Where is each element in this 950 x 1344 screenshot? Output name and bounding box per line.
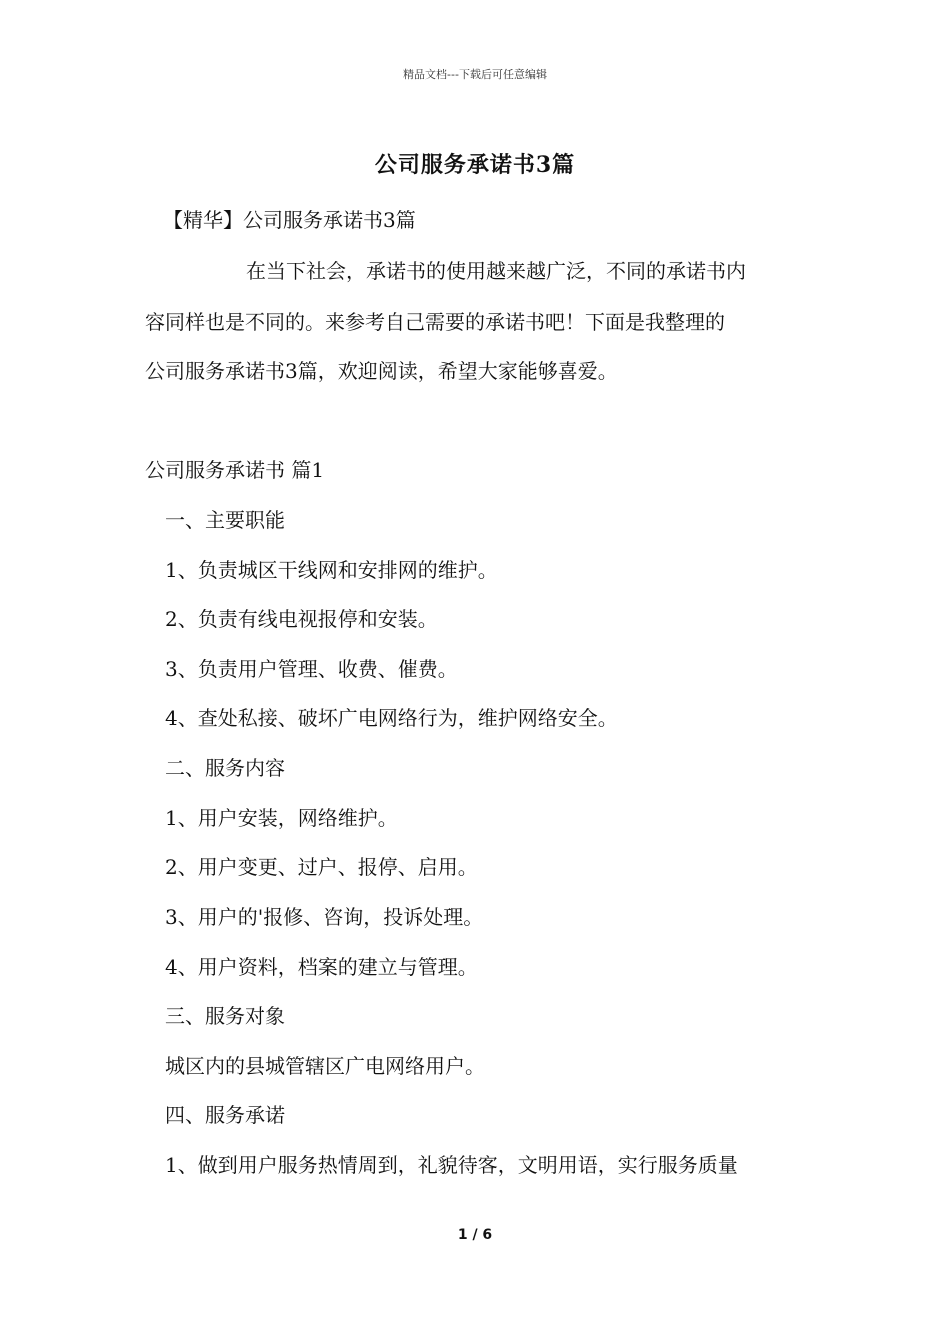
part-heading-services: 二、服务内容 — [165, 756, 285, 780]
list-item: 1、用户安装，网络维护。 — [165, 806, 398, 830]
intro-line-2: 容同样也是不同的。来参考自己需要的承诺书吧！下面是我整理的 — [145, 310, 725, 334]
page-number: 1 / 6 — [457, 1227, 493, 1243]
list-item: 4、查处私接、破坏广电网络行为，维护网络安全。 — [165, 706, 618, 730]
part-heading-functions: 一、主要职能 — [165, 508, 285, 532]
list-item: 3、用户的'报修、咨询，投诉处理。 — [165, 905, 484, 929]
part-heading-commitments: 四、服务承诺 — [165, 1103, 285, 1127]
document-subtitle: 【精华】公司服务承诺书3篇 — [163, 208, 416, 232]
list-item: 4、用户资料，档案的建立与管理。 — [165, 955, 478, 979]
section-heading: 公司服务承诺书 篇1 — [145, 458, 325, 482]
intro-line-3: 公司服务承诺书3篇，欢迎阅读，希望大家能够喜爱。 — [145, 359, 618, 383]
list-item: 1、负责城区干线网和安排网的维护。 — [165, 558, 498, 582]
list-item: 2、负责有线电视报停和安装。 — [165, 607, 438, 631]
document-title: 公司服务承诺书3篇 — [374, 152, 576, 178]
list-item: 3、负责用户管理、收费、催费。 — [165, 657, 458, 681]
part-heading-audience: 三、服务对象 — [165, 1004, 285, 1028]
page-header: 精品文档---下载后可任意编辑 — [403, 68, 547, 81]
intro-line-1: 在当下社会，承诺书的使用越来越广泛，不同的承诺书内 — [246, 259, 746, 283]
list-item: 1、做到用户服务热情周到，礼貌待客，文明用语，实行服务质量 — [165, 1153, 738, 1177]
list-item: 2、用户变更、过户、报停、启用。 — [165, 855, 478, 879]
paragraph: 城区内的县城管辖区广电网络用户。 — [165, 1054, 485, 1078]
